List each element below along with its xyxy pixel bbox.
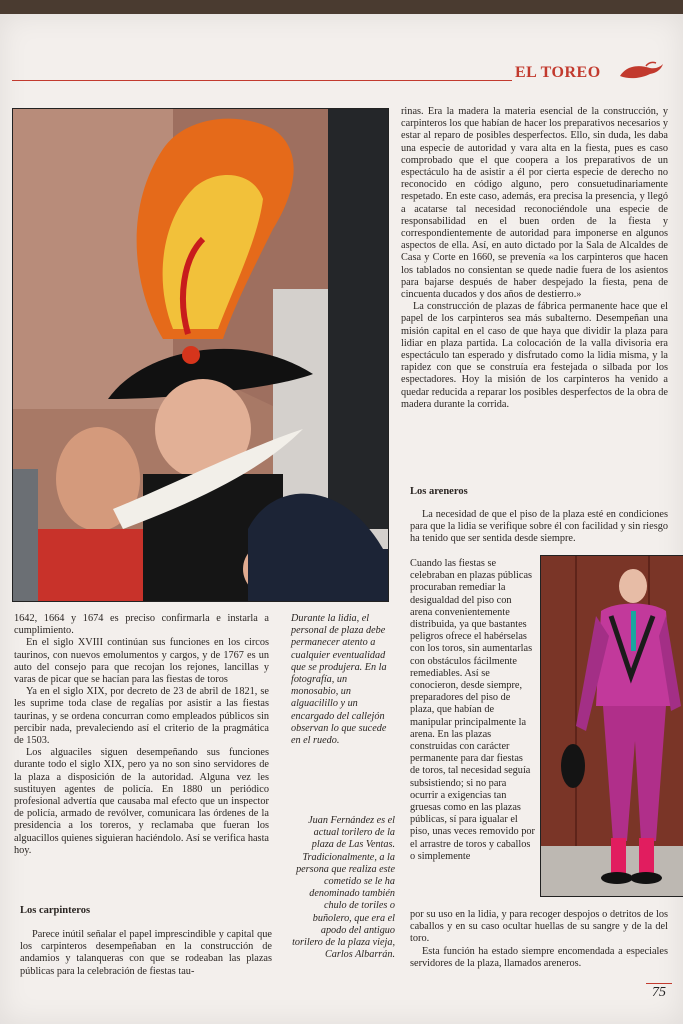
magazine-brand: EL TOREO xyxy=(515,64,601,81)
paragraph: En el siglo XVIII continúan sus funciones en los circos taurinos, con nuevos emolumentos y cargos, y de 1767 es un auto del consejo para que recojan los rejones, lancillas y varas de picar que se hacían para las fiestas de toros xyxy=(14,637,269,686)
areneros-narrow-column xyxy=(410,558,535,863)
bull-logo-icon xyxy=(616,60,664,84)
paragraph: Parece inútil señalar el papel imprescindible y capital que los carpinteros desempeñaban en la construcción de andamios y talanqueras con que se rodeaban las plazas públicas para la celebración de fiestas tau- xyxy=(20,929,272,977)
body-column-left-bottom xyxy=(20,929,272,978)
guards-photo-illustration xyxy=(13,109,388,601)
body-column-left xyxy=(14,613,269,857)
paragraph: Los alguaciles siguen desempeñando sus funciones durante todo el siglo XIX, pero ya no son sino servidores de la plaza a disposición de la autoridad. Alguna vez les sustituyen agentes de policía. En 1880 un periódico profesional advertía que causaba mal efecto que un inspector de policía, armado de revólver, comunicara las órdenes de la presidencia a los toreros, y reclamaba que fueran los alguacillos quienes siguieran haciéndolo. Así se verifica hasta hoy. xyxy=(14,747,269,856)
background-edge xyxy=(0,0,683,14)
torilero-photo-illustration xyxy=(541,556,683,896)
paragraph: por su uso en la lidia, y para recoger despojos o detritos de los caballos y en su caso ocultar huellas de su sangre y de la del toro. xyxy=(410,909,668,945)
body-column-right xyxy=(401,106,668,411)
paragraph: La necesidad de que el piso de la plaza esté en condiciones para que la lidia se verifique sobre él con facilidad y sin riesgo ha tenido que ser sentida desde siempre. xyxy=(410,509,668,545)
section-heading-areneros: Los areneros xyxy=(410,486,468,497)
paragraph: rinas. Era la madera la materia esencial de la construcción, y carpinteros los que habían de hacer los preparativos necesarios y estar al reparo de posibles desperfectos. Ello, sin duda, les daba una especie de autoridad y vara alta en la fiesta, pues es caso comprobado que el que coopera a los preparativos de un espectáculo ha de asistir a él por cierta especie de derecho no reconocido en código alguno, pero consuetudinariamente respetado. En este caso, además, era precisa la presencia, y llegó a acatarse tal necesidad reconociéndole una especie de responsabilidad en el buen orden de la fiesta y correspondientemente de autoridad para imponerse en algunos aspectos de ella. Así, en auto dictado por la Sala de Alcaldes de Casa y Corte en 1660, se prevenía «a los carpinteros que hacen los tablados no consientan se quede nadie fuera de los asientos para bajarse después de haber despejado la fiesta, pena de cincuenta ducados y dos años de destierro.» xyxy=(401,106,668,301)
paragraph: Esta función ha estado siempre encomendada a especiales servidores de la plaza, llamados areneros. xyxy=(410,945,668,969)
header-rule xyxy=(12,80,512,81)
page-number: 75 xyxy=(652,985,666,1000)
caption-photo-torilero: Juan Fernández es el actual torilero de la plaza de Las Ventas. Tradicionalmente, a la persona que realiza este cometido se le ha denominado también chulo de toriles o buñolero, que era el apodo del antiguo torilero de la plaza vieja, Carlos Albarrán. xyxy=(292,815,395,961)
areneros-intro xyxy=(410,509,668,546)
caption-photo-guards: Durante la lidia, el personal de plaza debe permanecer atento a cualquier eventualidad que se produjera. En la fotografía, un monosabio, un alguacilillo y un encargado del callejón observan lo que sucede en el ruedo. xyxy=(291,613,387,747)
paragraph: La construcción de plazas de fábrica permanente hace que el papel de los carpinteros sea más subalterno. Desempeñan una misión capital en el caso de que haya que dividir la plaza para lidiar en plaza partida. La colocación de la valla divisoria era espectáculo tan esperado y disfrutado como la lidia misma, y la rapidez con que se construía era festejada o silbada por los espectadores. Hoy la misión de los carpinteros ha venido a quedar reducida a reparar los posibles desperfectos de la obra de madera durante la corrida. xyxy=(401,301,668,410)
areneros-closing xyxy=(410,909,668,970)
paragraph: 1642, 1664 y 1674 es preciso confirmarla e instarla a cumplimiento. xyxy=(14,613,269,637)
guards-photo xyxy=(12,108,389,602)
torilero-photo xyxy=(540,555,683,897)
section-heading-carpinteros: Los carpinteros xyxy=(20,905,91,916)
paragraph: Cuando las fiestas se celebraban en plazas públicas procuraban remediar la desigualdad del piso con arena convenientemente distribuida, ya que bastantes peligros ofrece el habérselas con los toros, sin aumentarlas con obstáculos fácilmente remediables. Así se conocieron, desde siempre, preparadores del piso de plaza, que habían de manipular principalmente la arena. En las plazas construidas con carácter permanente para dar fiestas de toros, tal necesidad seguía subsistiendo; si no para ocurrir a exigencias tan gruesas como en las plazas públicas, sí para igualar el piso, unas veces removido por el arrastre de toros y caballos o simplemente xyxy=(410,558,535,862)
paragraph: Ya en el siglo XIX, por decreto de 23 de abril de 1821, se les suprime toda clase de regalías por asistir a las fiestas taurinas, y se ordena concurran como empleados públicos sin percibir nada, prevaleciendo así el criterio de la pragmática de 1503. xyxy=(14,686,269,747)
page-number-rule xyxy=(646,983,672,984)
